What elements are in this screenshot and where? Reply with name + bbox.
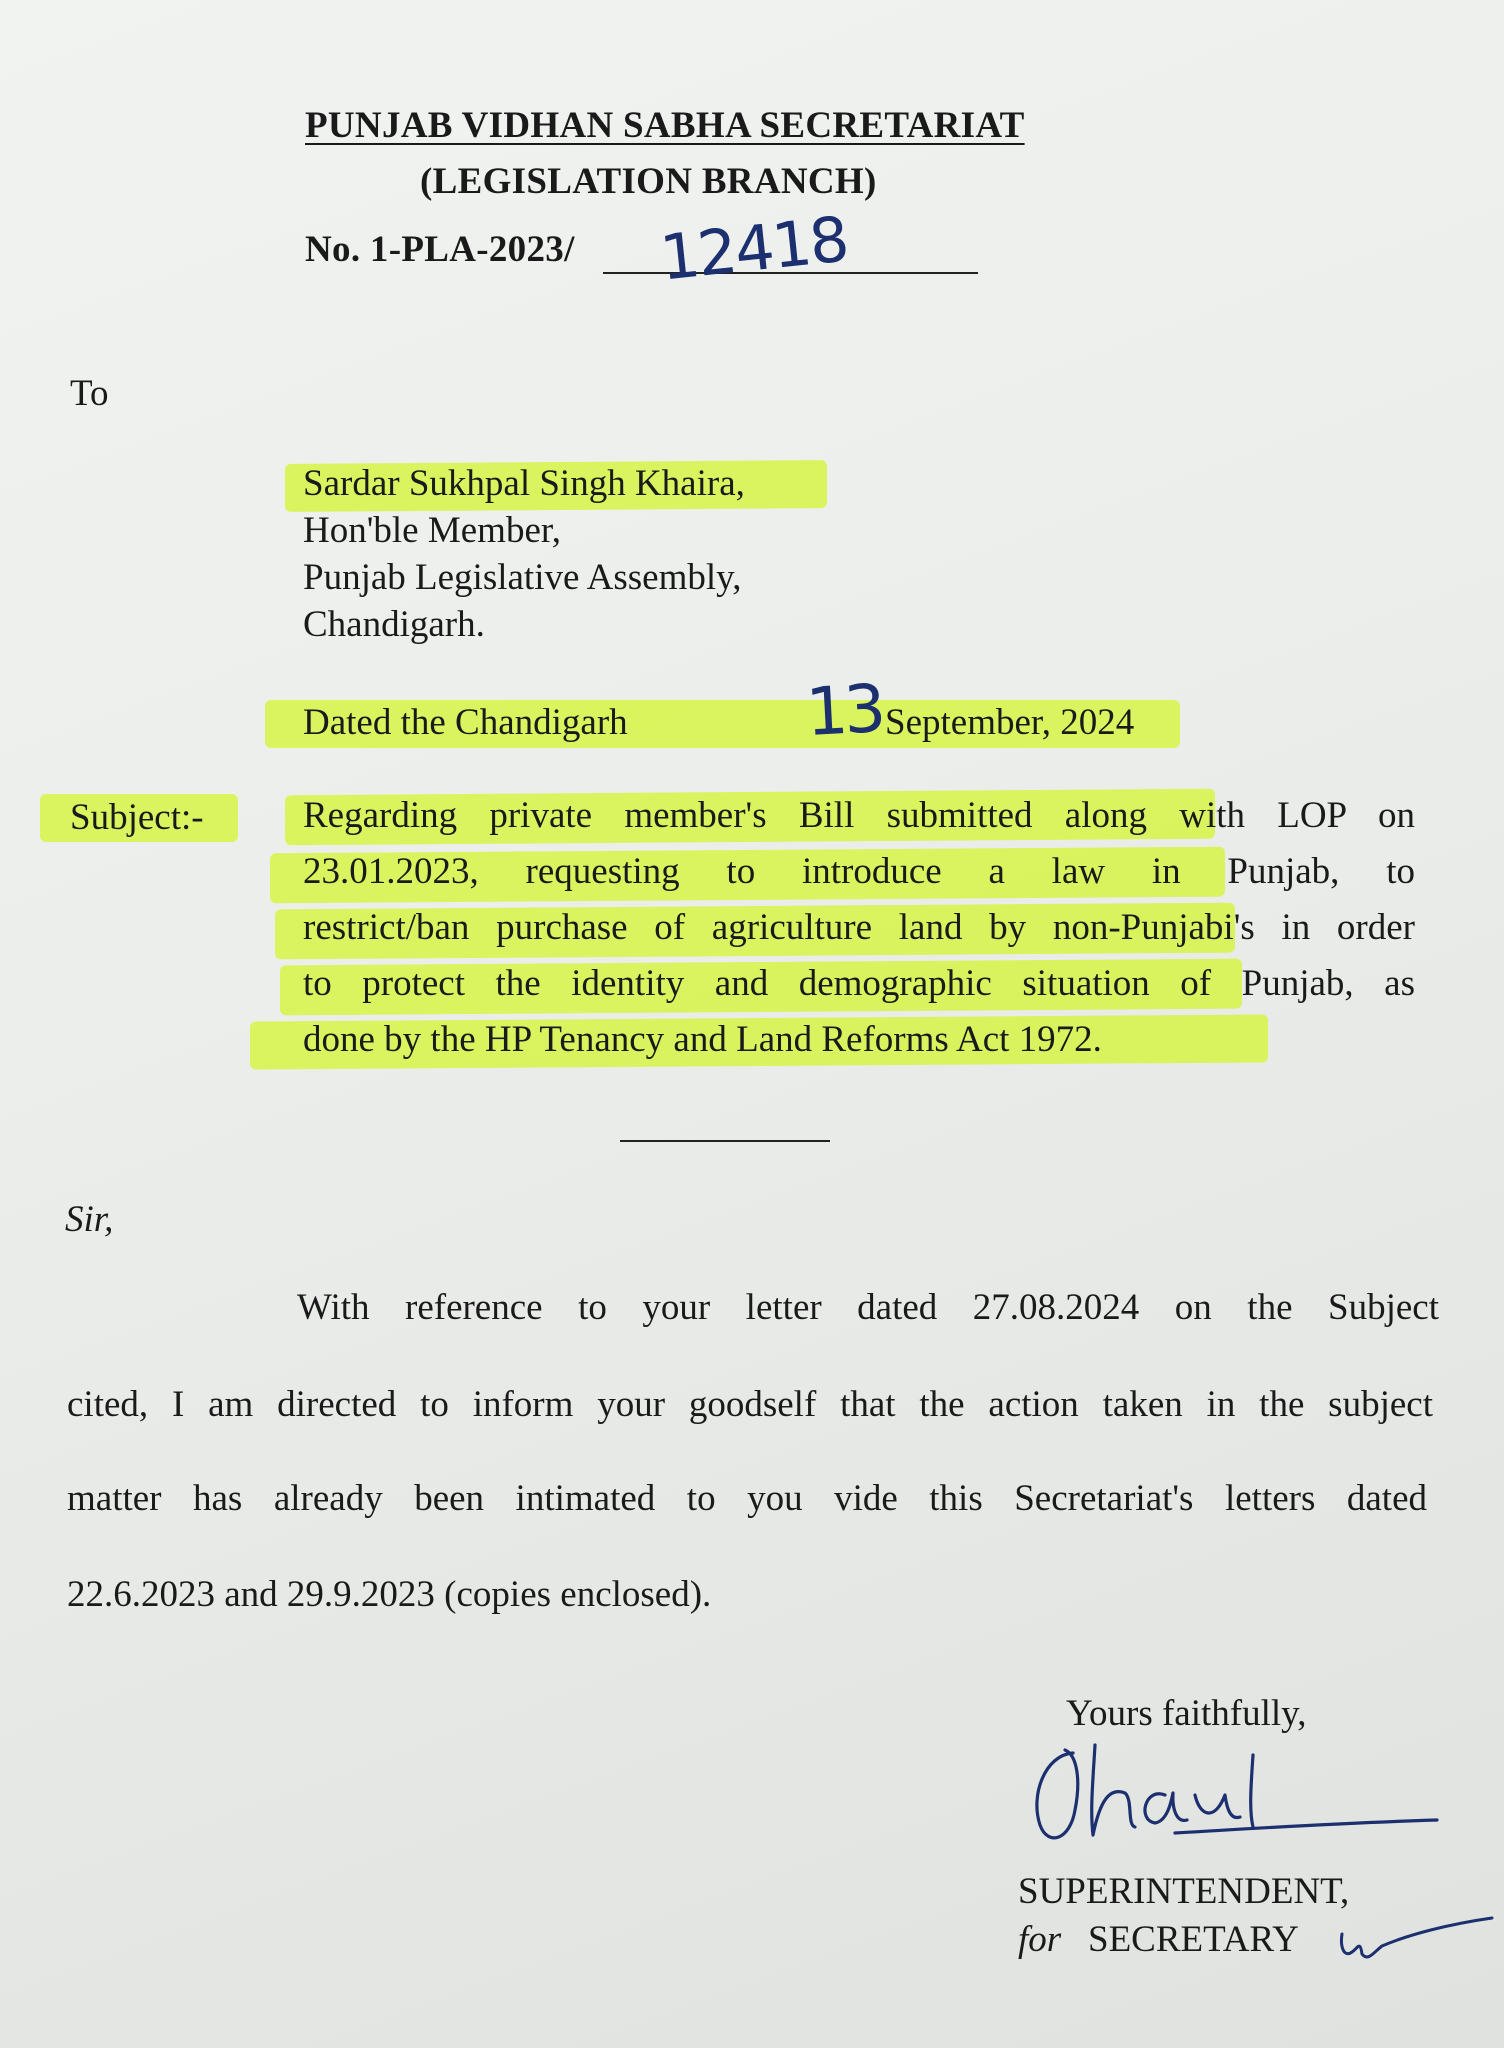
closing-secretary: SECRETARY <box>1088 1919 1299 1960</box>
subject-line-3: restrict/ban purchase of agriculture land by non-Punjabi's in order <box>303 907 1415 948</box>
addressee-name: Sardar Sukhpal Singh Khaira, <box>303 463 745 504</box>
signature <box>1015 1725 1445 1855</box>
body-line-4: 22.6.2023 and 29.9.2023 (copies enclosed). <box>67 1574 712 1615</box>
body-line-2: cited, I am directed to inform your goodself that the action taken in the subject <box>67 1384 1433 1425</box>
closing-yours-faithfully: Yours faithfully, <box>1066 1693 1307 1734</box>
office-title: PUNJAB VIDHAN SABHA SECRETARIAT <box>305 105 1025 146</box>
addressee-designation: Hon'ble Member, <box>303 510 561 551</box>
body-line-3: matter has already been intimated to you vide this Secretariat's letters dated <box>67 1478 1427 1519</box>
salutation: Sir, <box>65 1199 114 1240</box>
subject-line-4: to protect the identity and demographic situation of Punjab, as <box>303 963 1415 1004</box>
initials-mark <box>1310 1912 1500 1972</box>
reference-number-label: No. 1-PLA-2023/ <box>305 229 575 270</box>
handwritten-reference-number: 12418 <box>656 202 851 295</box>
subject-line-5: done by the HP Tenancy and Land Reforms Act 1972. <box>303 1019 1102 1060</box>
subject-label: Subject:- <box>70 797 204 838</box>
subject-line-2: 23.01.2023, requesting to introduce a law in Punjab, to <box>303 851 1415 892</box>
addressee-city: Chandigarh. <box>303 604 485 645</box>
to-label: To <box>70 373 109 414</box>
section-divider <box>620 1140 830 1142</box>
closing-designation: SUPERINTENDENT, <box>1018 1871 1350 1912</box>
subject-line-1: Regarding private member's Bill submitted along with LOP on <box>303 795 1415 836</box>
closing-for: for <box>1018 1919 1062 1960</box>
body-line-1: With reference to your letter dated 27.08.2024 on the Subject <box>297 1287 1439 1328</box>
handwritten-day: 13 <box>804 670 884 751</box>
dated-label: Dated the Chandigarh <box>303 702 628 743</box>
addressee-assembly: Punjab Legislative Assembly, <box>303 557 742 598</box>
branch-title: (LEGISLATION BRANCH) <box>420 161 877 202</box>
dated-month-year: September, 2024 <box>885 702 1135 743</box>
